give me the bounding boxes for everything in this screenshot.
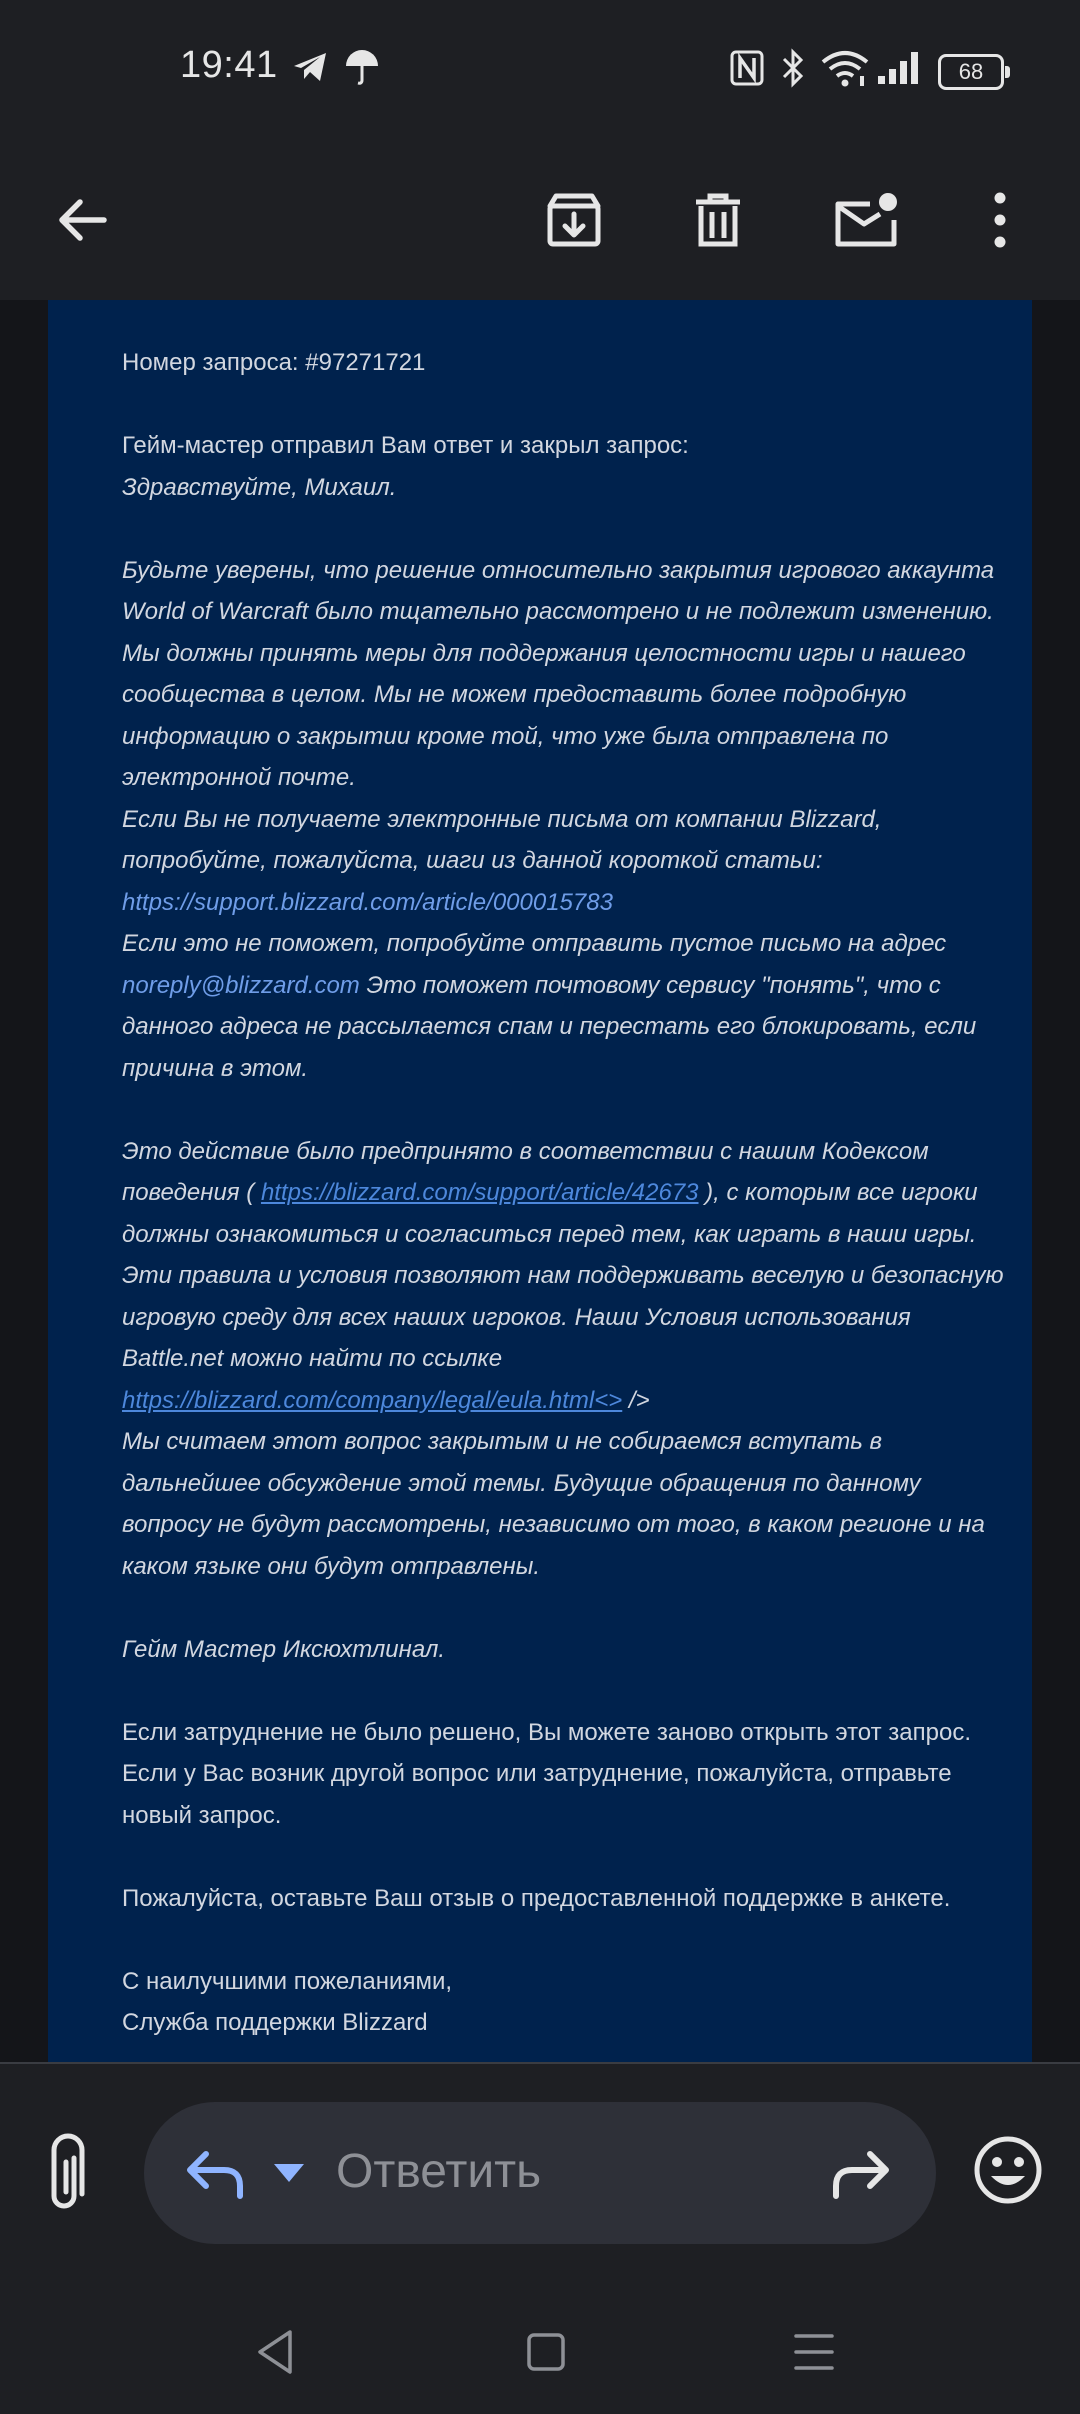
gm-intro: Гейм-мастер отправил Вам ответ и закрыл запрос: xyxy=(122,432,689,459)
paragraph-code-of-conduct xyxy=(122,1131,1012,1380)
battery-indicator: 68 xyxy=(938,54,1004,90)
emoji-button[interactable] xyxy=(972,2134,1044,2206)
eula-link-tail: /> xyxy=(622,1386,650,1414)
telegram-icon xyxy=(292,50,328,89)
support-team: Служба поддержки Blizzard xyxy=(122,2009,428,2036)
status-bar xyxy=(0,0,1080,140)
paragraph-spam-text xyxy=(122,923,1012,1089)
square-home-icon xyxy=(516,2369,576,2386)
nav-recents-button[interactable] xyxy=(784,2322,844,2382)
reply-input[interactable] xyxy=(144,2102,936,2244)
attach-icon xyxy=(34,2201,106,2218)
signal-icon xyxy=(876,50,922,91)
system-navigation-bar xyxy=(0,2292,1080,2412)
email-viewport[interactable] xyxy=(0,300,1080,2062)
back-button[interactable] xyxy=(32,170,132,270)
paragraph-decision: Будьте уверены, что решение относительно закрытия игрового аккаунта World of Warcraft было тщательно рассмотрено и не подлежит изменению. Мы должны принять меры для поддержания целостности игры и нашего сообщества в целом. Мы не можем предоставить более подробную информацию о закрытии кроме той, что уже была отправлена по электронной почте. xyxy=(122,556,995,791)
archive-button[interactable] xyxy=(524,170,624,270)
menu-lines-icon xyxy=(784,2369,844,2386)
eula-link[interactable]: https://blizzard.com/company/legal/eula.html<> xyxy=(122,1386,623,1414)
attach-button[interactable] xyxy=(34,2130,106,2214)
reply-placeholder: Ответить xyxy=(336,2145,542,2198)
noreply-email-link[interactable]: noreply@blizzard.com xyxy=(122,971,360,999)
feedback-note: Пожалуйста, оставьте Ваш отзыв о предоставленной поддержке в анкете. xyxy=(122,1884,951,1912)
status-time: 19:41 xyxy=(180,44,278,86)
bluetooth-icon xyxy=(780,48,806,93)
nfc-icon xyxy=(730,50,764,91)
paragraph-spam-start: Если это не поможет, попробуйте отправить пустое письмо на адрес xyxy=(122,930,947,957)
forward-arrow-icon[interactable] xyxy=(830,2146,892,2205)
wifi-icon xyxy=(820,48,870,93)
nav-back-button[interactable] xyxy=(248,2322,308,2382)
code-of-conduct-link[interactable]: https://blizzard.com/support/article/42673 xyxy=(260,1179,699,1206)
email-message-body xyxy=(48,300,1032,2062)
triangle-back-icon xyxy=(248,2369,308,2386)
reply-options-caret-icon[interactable] xyxy=(272,2162,306,2189)
paragraph-spam-end: Это поможет почтовому сервису "понять", что с данного адреса не рассылается спам и перестать его блокировать, если причина в этом. xyxy=(122,971,977,1082)
gm-signature: Гейм Мастер Иксюхтлинал. xyxy=(122,1635,446,1663)
umbrella-icon xyxy=(344,50,380,91)
delete-button[interactable] xyxy=(668,170,768,270)
reopen-note: Если затруднение не было решено, Вы можете заново открыть этот запрос. Если у Вас возник другой вопрос или затруднение, пожалуйста, отправьте новый запрос. xyxy=(122,1718,971,1829)
emoji-icon xyxy=(972,2193,1044,2210)
article-link[interactable]: https://support.blizzard.com/article/000015783 xyxy=(122,888,613,916)
mark-unread-button[interactable] xyxy=(812,170,912,270)
nav-home-button[interactable] xyxy=(516,2322,576,2382)
conduct-text-end: ), с которым все игроки должны ознакомиться и согласиться перед тем, как играть в наши игры. Эти правила и условия позволяют нам поддерживать веселую и безопасную игровую среду для всех наших игроков. Наши Условия использования Battle.net можно найти по ссылке xyxy=(122,1179,1004,1372)
conduct-text-start: Это действие было предпринято в соответствии с нашим Кодексом поведения ( xyxy=(122,1137,929,1206)
closing: С наилучшими пожеланиями, xyxy=(122,1967,453,1995)
greeting: Здравствуйте, Михаил. xyxy=(122,473,397,501)
paragraph-no-emails: Если Вы не получаете электронные письма от компании Blizzard, попробуйте, пожалуйста, шаги из данной короткой статьи: xyxy=(122,805,882,874)
paragraph-closed: Мы считаем этот вопрос закрытым и не собираемся вступать в дальнейшее обсуждение этой темы. Будущие обращения по данному вопросу не будут рассмотрены, независимо от того, в каком регионе и на каком языке они будут отправлены. xyxy=(122,1428,985,1580)
request-number: Номер запроса: #97271721 xyxy=(122,349,426,376)
reply-arrow-icon xyxy=(184,2146,246,2205)
email-toolbar xyxy=(0,140,1080,300)
more-options-button[interactable] xyxy=(950,170,1050,270)
